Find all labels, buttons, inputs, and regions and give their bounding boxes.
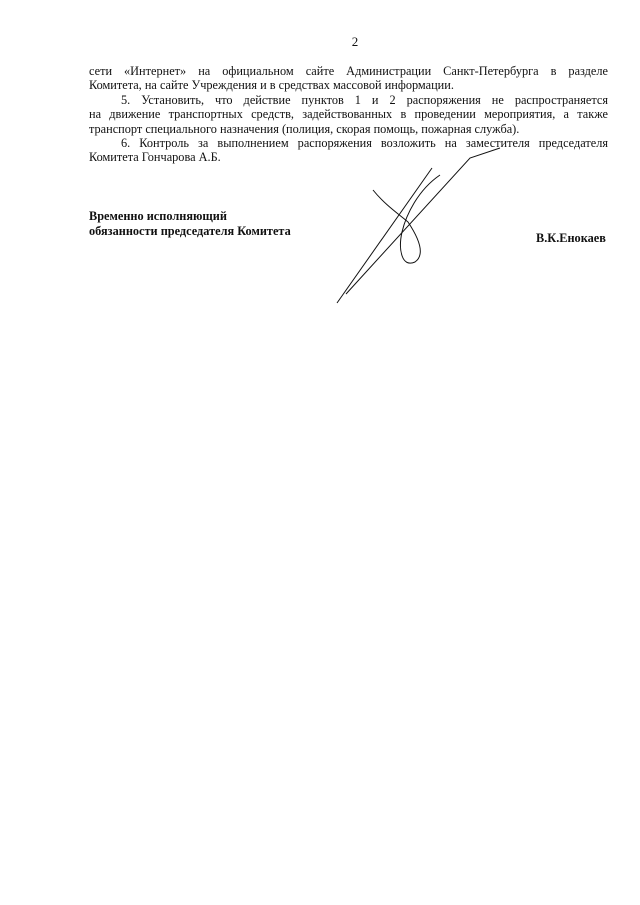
document-body [89, 64, 608, 165]
signatory-title-line: обязанности председателя Комитета [89, 224, 291, 238]
text-line: Комитета, на сайте Учреждения и в средствах массовой информации. [89, 78, 454, 93]
text-line: 6. Контроль за выполнением распоряжения возложить на заместителя председателя [121, 135, 608, 150]
page-number: 2 [351, 34, 359, 49]
signatory-title [89, 209, 291, 239]
text-line: Комитета Гончарова А.Б. [89, 150, 221, 165]
text-line: сети «Интернет» на официальном сайте Администрации Санкт-Петербурга в разделе [89, 64, 608, 78]
text-line: на движение транспортных средств, задействованных в проведении мероприятия, а также [89, 107, 608, 122]
signatory-name: В.К.Енокаев [536, 231, 606, 245]
text-line: 5. Установить, что действие пунктов 1 и 2 распоряжения не распространяется [121, 92, 608, 107]
text-line: транспорт специального назначения (полиция, скорая помощь, пожарная служба). [89, 121, 520, 136]
signatory-title-line: Временно исполняющий [89, 209, 227, 223]
